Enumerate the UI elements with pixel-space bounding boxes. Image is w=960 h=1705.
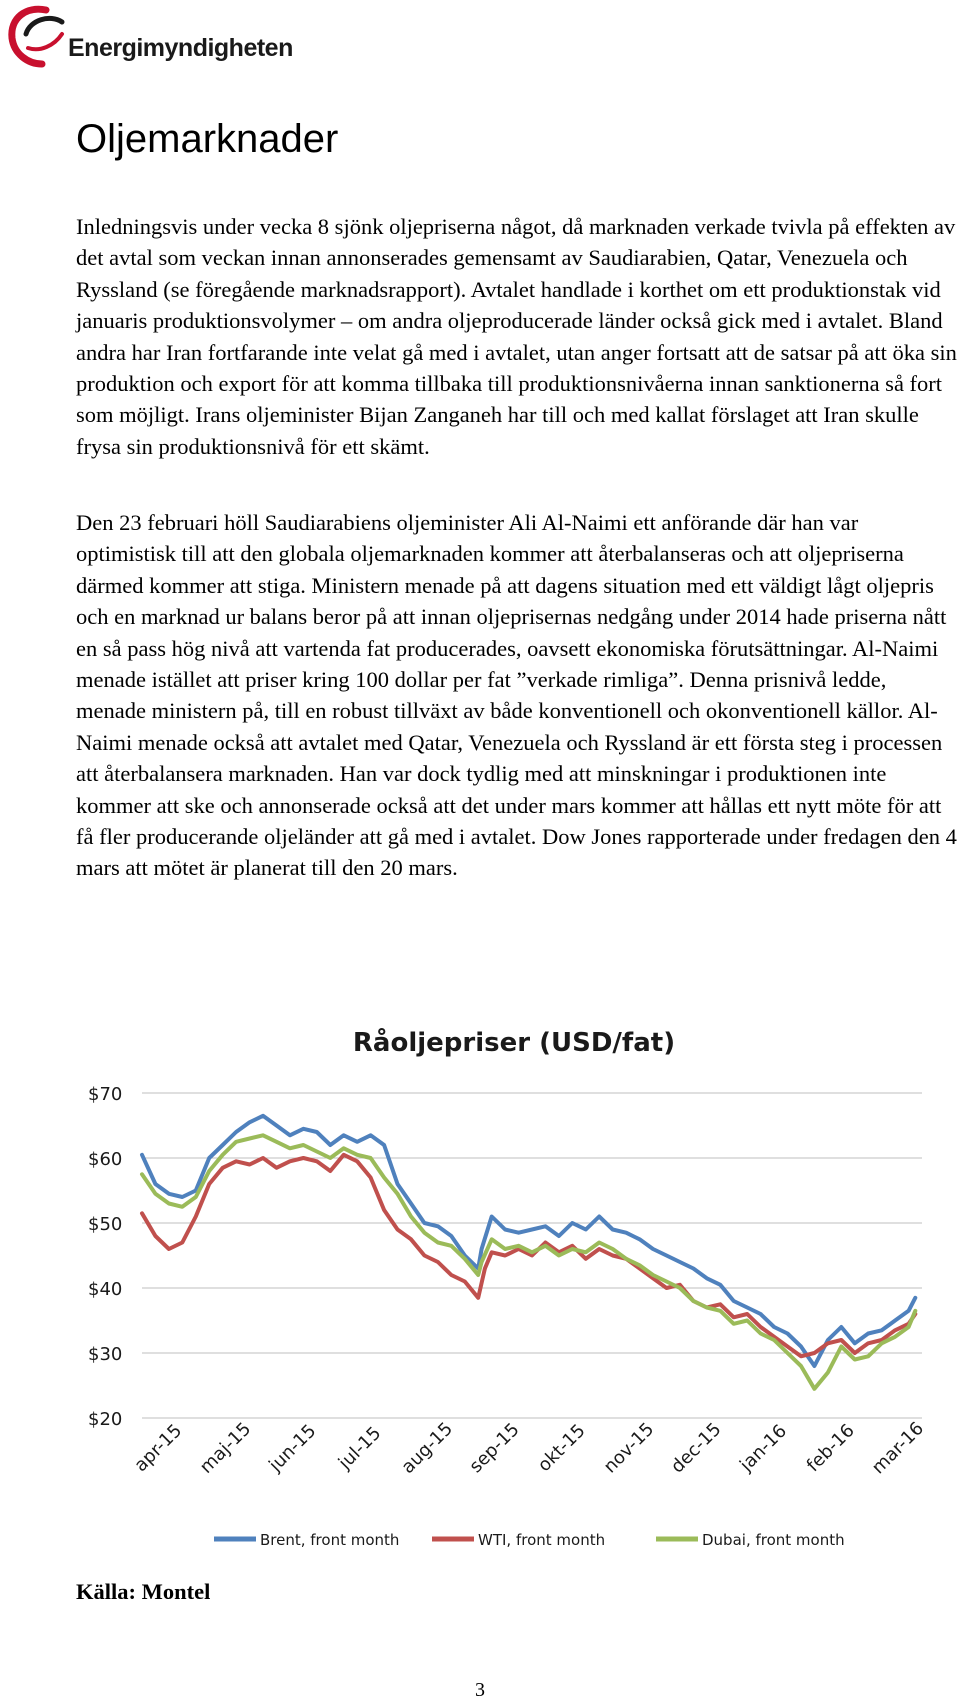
legend-label: Brent, front month	[260, 1531, 400, 1549]
x-tick-label: jul-15	[334, 1422, 386, 1474]
chart-source: Källa: Montel	[76, 1579, 211, 1604]
x-tick-label: jan-16	[735, 1420, 791, 1476]
series-line	[142, 1116, 915, 1366]
y-tick-label: $70	[88, 1084, 123, 1105]
x-tick-label: feb-16	[802, 1420, 859, 1477]
chart-title: Råoljepriser (USD/fat)	[352, 1028, 676, 1058]
x-tick-label: apr-15	[130, 1420, 187, 1477]
chart-plot-area	[76, 1020, 952, 1580]
logo-swoosh-icon	[6, 4, 76, 68]
paragraph-text: Inledningsvis under vecka 8 sjönk oljepriserna något, då marknaden verkade tvivla på effekten av det avtal som veckan innan annonserades gemensamt av Saudiarabien, Qatar, Venezuela och Ryssland (se föregående marknadsrapport). Avtalet handlade i korthet om ett produktionstak vid januaris produktionsvolymer – om andra oljeproducerade länder också gick med i avtalet. Bland andra har Iran fortfarande inte velat gå med i avtalet, utan anger fortsatt att de satsar på att öka sin produktion och export för att komma tillbaka till produktionsnivåerna innan sanktionerna så fort som möjligt. Irans oljeminister Bijan Zanganeh har till och med kallat förslaget att Iran skulle frysa sin produktionsnivå för ett skämt.	[76, 214, 957, 459]
page-number: 3	[475, 1679, 485, 1701]
x-tick-label: nov-15	[599, 1418, 659, 1478]
page-title: Oljemarknader	[76, 117, 339, 161]
y-tick-label: $40	[88, 1279, 123, 1300]
series-line	[142, 1155, 915, 1357]
x-tick-label: aug-15	[397, 1418, 458, 1478]
series-line	[142, 1135, 915, 1389]
y-tick-label: $50	[88, 1214, 123, 1235]
x-tick-label: maj-15	[195, 1418, 256, 1478]
x-tick-label: sep-15	[465, 1419, 524, 1478]
legend-label: WTI, front month	[478, 1531, 606, 1549]
y-tick-label: $30	[88, 1344, 123, 1365]
oil-price-chart	[76, 1020, 952, 1580]
x-tick-label: okt-15	[533, 1420, 590, 1477]
y-tick-label: $20	[88, 1409, 123, 1430]
legend-label: Dubai, front month	[702, 1531, 845, 1549]
x-tick-label: dec-15	[666, 1418, 726, 1478]
x-tick-label: jun-15	[265, 1420, 321, 1476]
logo-text: Energimyndigheten	[68, 34, 293, 62]
paragraph-1	[76, 211, 960, 462]
x-tick-label: mar-16	[867, 1417, 929, 1479]
y-tick-label: $60	[88, 1149, 123, 1170]
paragraph-2	[76, 507, 960, 884]
paragraph-text: Den 23 februari höll Saudiarabiens oljeminister Ali Al-Naimi ett anförande där han var optimistisk till att den globala oljemarknaden kommer att återbalanseras och att oljepriserna därmed kommer att stiga. Ministern menade på att dagens situation med ett väldigt lågt oljepris och en marknad ur balans beror på att innan oljeprisernas nedgång under 2014 hade priserna nått en så pass hög nivå att vartenda fat producerades, oavsett ekonomiska förutsättningar. Al-Naimi menade istället att priser kring 100 dollar per fat ”verkade rimliga”. Denna prisnivå ledde, menade ministern på, till en robust tillväxt av både konventionell och okonventionell källor. Al-Naimi menade också att avtalet med Qatar, Venezuela och Ryssland är ett första steg i processen att återbalansera marknaden. Han var dock tydlig med att minskningar i produktionen inte kommer att ske och annonserade också att det under mars kommer att hållas ett nytt möte för att få fler producerande oljeländer att gå med i avtalet. Dow Jones rapporterade under fredagen den 4 mars att mötet är planerat till den 20 mars.	[76, 510, 957, 881]
energimyndigheten-logo	[6, 4, 293, 68]
